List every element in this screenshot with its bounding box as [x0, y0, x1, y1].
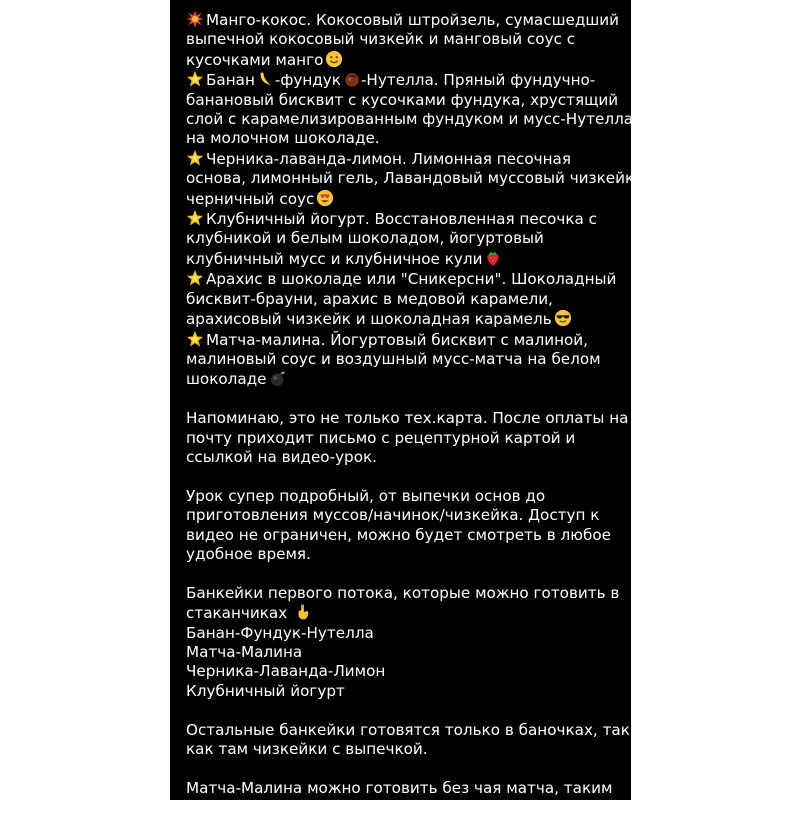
item-mango-coconut-line-1: Манго-кокос. Кокосовый штройзель, сумасшедший — [186, 10, 622, 30]
star-icon — [186, 269, 204, 287]
first-batch-item-1: Банан-Фундук-Нутелла — [186, 623, 374, 642]
post-screen — [170, 0, 640, 817]
lesson-line-4: удобное время. — [186, 544, 311, 563]
item-matcha-raspberry-line-2: малиновый соус и воздушный мусс-матча на белом — [186, 349, 601, 368]
first-batch-line-1: Банкейки первого потока, которые можно готовить в — [186, 583, 620, 602]
item-snickers-line-2: бисквит-брауни, арахис в медовой карамели, — [186, 289, 553, 308]
item-strawberry-yogurt-line-3: клубничный мусс и клубничное кули — [186, 249, 622, 269]
lesson-line-2: приготовления муссов/начинок/чизкейка. Доступ к — [186, 506, 600, 525]
reminder-line-3: ссылкой на видео-урок. — [186, 447, 377, 466]
item-banana-hazelnut-line-3: слой с карамелизированным фундуком и мусс-Нутелла — [186, 110, 634, 129]
item-snickers-line-3: арахисовый чизкейк и шоколадная карамель — [186, 309, 622, 329]
star-icon — [186, 209, 204, 227]
item-banana-hazelnut-line-4: на молочном шоколаде. — [186, 129, 380, 148]
reminder-line-1: Напоминаю, это не только тех.карта. После оплаты на — [186, 409, 629, 428]
yum-face-icon — [325, 50, 343, 68]
bomb-icon — [269, 369, 287, 387]
item-strawberry-yogurt-line-2: клубникой и белым шоколадом, йогуртовый — [186, 229, 544, 248]
spacer — [186, 390, 622, 409]
banana-icon — [257, 70, 275, 88]
spacer — [186, 467, 622, 486]
spacer — [186, 564, 622, 583]
heart-eyes-icon — [316, 189, 334, 207]
point-down-icon — [294, 603, 312, 621]
reminder-line-2: почту приходит письмо с рецептурной картой и — [186, 428, 576, 447]
item-matcha-raspberry-line-3: шоколаде — [186, 369, 622, 389]
item-mango-coconut-line-2: выпечной кокосовый чизкейк и манговый соус с — [186, 30, 576, 49]
post-text — [186, 10, 640, 818]
lesson-line-1: Урок супер подробный, от выпечки основ до — [186, 486, 546, 505]
item-blueberry-lavender-line-3: черничный соус — [186, 189, 622, 209]
item-banana-hazelnut-line-1: Банан -фундук -Нутелла. Пряный фундучно- — [186, 70, 622, 90]
item-blueberry-lavender-line-1: Черника-лаванда-лимон. Лимонная песочная — [186, 149, 622, 169]
chestnut-icon — [343, 70, 361, 88]
spacer — [186, 701, 622, 720]
item-matcha-raspberry-line-1: Матча-малина. Йогуртовый бисквит с малиной, — [186, 330, 622, 350]
sunglasses-face-icon — [554, 309, 572, 327]
star-icon — [186, 330, 204, 348]
other-bankeiki-line-2: как там чизкейки с выпечкой. — [186, 739, 428, 758]
matcha-note-line-2: образом у вас получится вкус Малина-ваниль. — [186, 798, 559, 817]
first-batch-item-4: Клубничный йогурт — [186, 681, 345, 700]
first-batch-item-2: Матча-Малина — [186, 642, 303, 661]
star-icon — [186, 149, 204, 167]
item-banana-hazelnut-line-2: банановый бисквит с кусочками фундука, хрустящий — [186, 90, 619, 109]
spacer — [186, 759, 622, 778]
star-icon — [186, 70, 204, 88]
other-bankeiki-line-1: Остальные банкейки готовятся только в баночках, так — [186, 720, 630, 739]
matcha-note-line-1: Матча-Малина можно готовить без чая матча, таким — [186, 778, 613, 797]
first-batch-item-3: Черника-Лаванда-Лимон — [186, 662, 386, 681]
item-strawberry-yogurt-line-1: Клубничный йогурт. Восстановленная песочка с — [186, 209, 622, 229]
strawberry-icon — [484, 249, 502, 267]
first-batch-line-2: стаканчиках — [186, 603, 622, 623]
item-snickers-line-1: Арахис в шоколаде или "Сникерсни". Шоколадный — [186, 269, 622, 289]
item-mango-coconut-line-3: кусочками манго — [186, 50, 622, 70]
item-blueberry-lavender-line-2: основа, лимонный гель, Лавандовый муссовый чизкейк, — [186, 169, 640, 188]
lesson-line-3: видео не ограничен, можно будет смотреть в любое — [186, 525, 611, 544]
collision-icon — [186, 10, 204, 28]
